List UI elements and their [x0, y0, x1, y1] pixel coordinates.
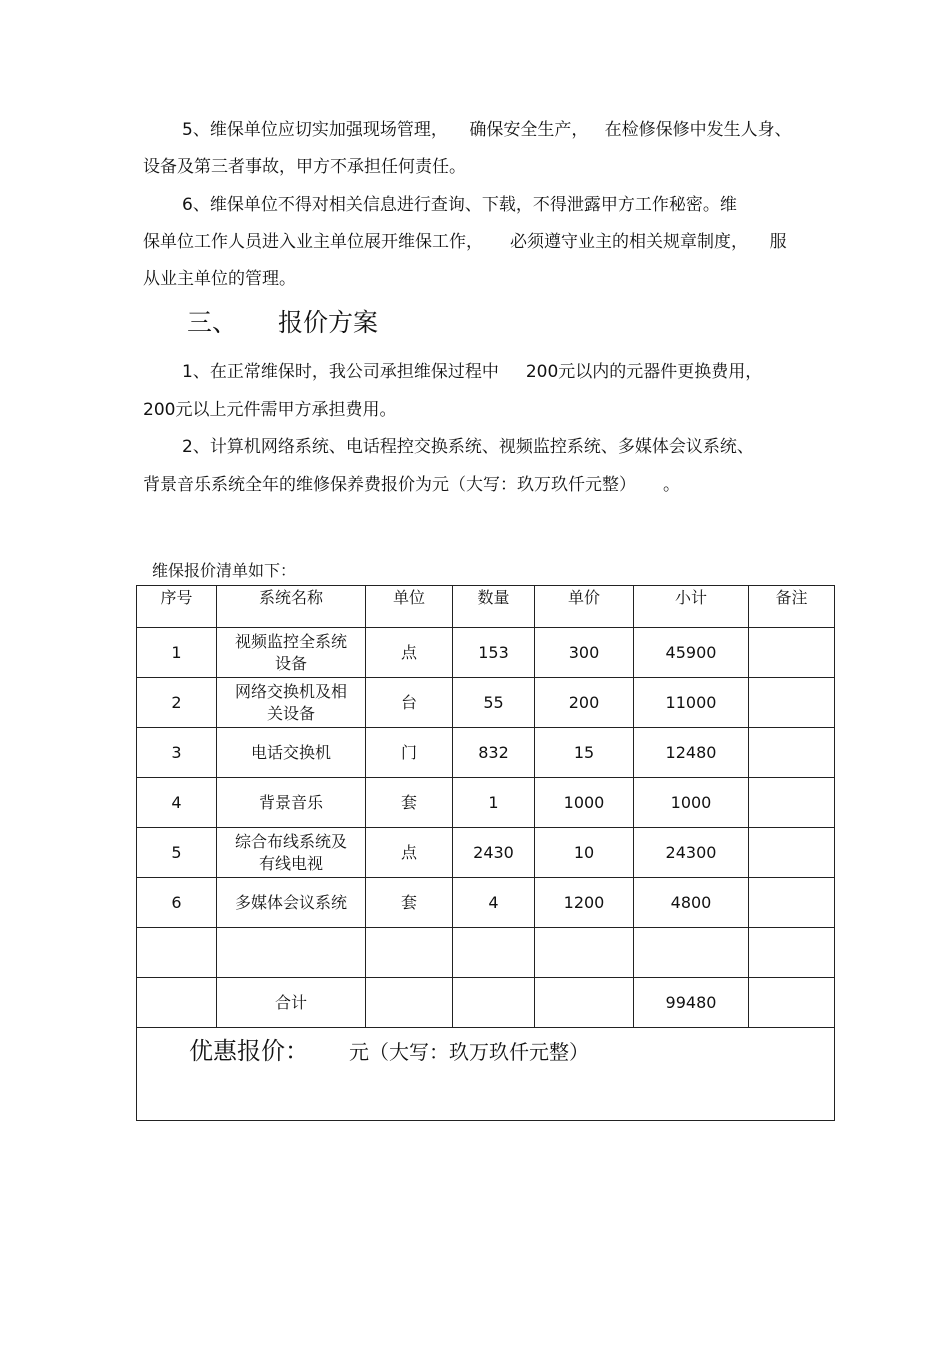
table-row [137, 628, 835, 678]
section-number: 三、 [187, 308, 238, 337]
cell: 153 [453, 628, 535, 678]
cell: 4 [453, 878, 535, 928]
cell [453, 978, 535, 1028]
cell: 视频监控全系统设备 [217, 628, 366, 678]
cell [749, 878, 835, 928]
discount-wrap [139, 1028, 832, 1065]
header-cell: 序号 [137, 586, 217, 628]
cell: 台 [366, 678, 453, 728]
paragraph-line: 设备及第三者事故，甲方不承担任何责任。 [143, 157, 466, 177]
paragraph-line: 2、计算机网络系统、电话程控交换系统、视频监控系统、多媒体会议系统、 [182, 437, 754, 457]
table-row [137, 878, 835, 928]
table-row [137, 828, 835, 878]
cell [366, 978, 453, 1028]
cell: 点 [366, 628, 453, 678]
paragraph-line: 6、维保单位不得对相关信息进行查询、下载，不得泄露甲方工作秘密。维 [182, 195, 737, 215]
table-caption: 维保报价清单如下： [152, 561, 297, 580]
cell [749, 678, 835, 728]
table-row [137, 928, 835, 978]
cell: 综合布线系统及有线电视 [217, 828, 366, 878]
cell: 2 [137, 678, 217, 728]
cell: 电话交换机 [217, 728, 366, 778]
cell: 点 [366, 828, 453, 878]
paragraph-line: 保单位工作人员进入业主单位展开维保工作， 必须遵守业主的相关规章制度， 服 [143, 232, 787, 252]
paragraph-line: 1、在正常维保时，我公司承担维保过程中 200元以内的元器件更换费用， [182, 362, 763, 382]
cell: 4 [137, 778, 217, 828]
cell: 1000 [634, 778, 749, 828]
total-label: 合计 [217, 978, 366, 1028]
cell: 3 [137, 728, 217, 778]
cell [137, 978, 217, 1028]
paragraph-line: 5、维保单位应切实加强现场管理， 确保安全生产， 在检修保修中发生人身、 [182, 120, 792, 140]
header-cell: 单价 [535, 586, 634, 628]
cell [749, 828, 835, 878]
header-cell: 小计 [634, 586, 749, 628]
cell: 套 [366, 778, 453, 828]
cell: 45900 [634, 628, 749, 678]
cell [535, 928, 634, 978]
cell: 1000 [535, 778, 634, 828]
cell [137, 928, 217, 978]
paragraph-line: 从业主单位的管理。 [143, 269, 296, 289]
cell: 背景音乐 [217, 778, 366, 828]
table-row [137, 728, 835, 778]
cell: 55 [453, 678, 535, 728]
cell [535, 978, 634, 1028]
cell: 2430 [453, 828, 535, 878]
cell [749, 928, 835, 978]
paragraph-line: 背景音乐系统全年的维修保养费报价为元（大写：玖万玖仟元整） 。 [143, 475, 681, 495]
cell [366, 928, 453, 978]
table-total-row [137, 978, 835, 1028]
cell: 1200 [535, 878, 634, 928]
discount-cell [137, 1028, 835, 1121]
cell: 套 [366, 878, 453, 928]
discount-row [137, 1028, 835, 1121]
cell [749, 628, 835, 678]
cell: 200 [535, 678, 634, 728]
cell: 多媒体会议系统 [217, 878, 366, 928]
total-value: 99480 [634, 978, 749, 1028]
cell: 4800 [634, 878, 749, 928]
cell: 门 [366, 728, 453, 778]
cell [749, 728, 835, 778]
cell: 12480 [634, 728, 749, 778]
cell: 832 [453, 728, 535, 778]
cell [453, 928, 535, 978]
cell: 1 [453, 778, 535, 828]
price-table [136, 585, 835, 1121]
section-title: 报价方案 [278, 308, 379, 337]
cell: 10 [535, 828, 634, 878]
header-cell: 数量 [453, 586, 535, 628]
cell: 24300 [634, 828, 749, 878]
cell: 300 [535, 628, 634, 678]
header-cell: 备注 [749, 586, 835, 628]
table-row [137, 678, 835, 728]
paragraph-line: 200元以上元件需甲方承担费用。 [143, 400, 397, 420]
cell [217, 928, 366, 978]
cell: 6 [137, 878, 217, 928]
cell: 15 [535, 728, 634, 778]
cell: 网络交换机及相关设备 [217, 678, 366, 728]
discount-text: 元（大写：玖万玖仟元整） [349, 1040, 589, 1064]
discount-label: 优惠报价： [189, 1037, 309, 1065]
table-header-row [137, 586, 835, 628]
cell: 5 [137, 828, 217, 878]
cell: 1 [137, 628, 217, 678]
cell [634, 928, 749, 978]
header-cell: 单位 [366, 586, 453, 628]
table-row [137, 778, 835, 828]
cell [749, 778, 835, 828]
header-cell: 系统名称 [217, 586, 366, 628]
cell [749, 978, 835, 1028]
cell: 11000 [634, 678, 749, 728]
